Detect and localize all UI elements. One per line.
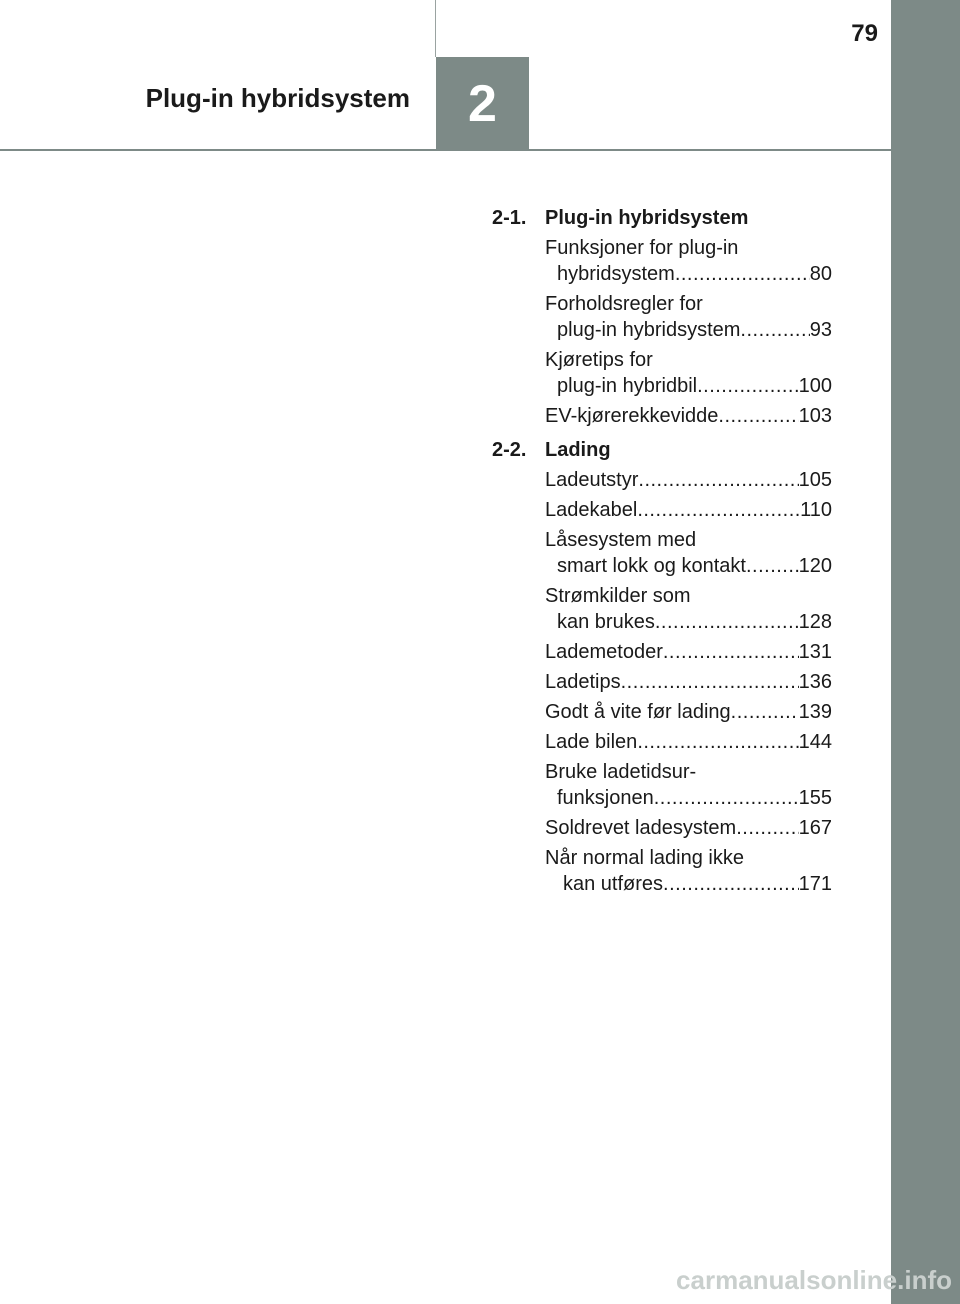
toc-entry-page: 144 [798, 731, 832, 753]
toc-entry[interactable] [545, 759, 832, 811]
toc-entry-page: 80 [809, 263, 832, 285]
toc-entry-title: Ladetips [545, 671, 621, 693]
dot-leader [663, 639, 799, 665]
toc-entry-page: 128 [798, 611, 832, 633]
toc-entry-title: Lademetoder [545, 641, 663, 663]
dot-leader [655, 609, 799, 635]
dot-leader [663, 871, 799, 897]
toc-entry-page: 139 [798, 701, 832, 723]
toc-entry[interactable] [545, 497, 832, 523]
toc-entry-title: Forholdsregler for [545, 293, 703, 315]
toc-section-number: 2-2. [492, 439, 527, 461]
toc-entry[interactable] [545, 347, 832, 399]
dot-leader [621, 669, 799, 695]
toc-section-title: Plug-in hybridsystem [545, 207, 749, 229]
toc-entry[interactable] [545, 845, 832, 897]
toc-entry-title-cont: smart lokk og kontakt [557, 555, 746, 577]
toc-entry[interactable] [545, 815, 832, 841]
toc-section-2-2 [492, 437, 832, 897]
toc-entry-title: Lade bilen [545, 731, 638, 753]
toc-entry-page: 93 [809, 319, 832, 341]
toc-entry[interactable] [545, 699, 832, 725]
toc-entry-title: Kjøretips for [545, 349, 653, 371]
toc-entry[interactable] [545, 235, 832, 287]
page-number: 79 [851, 20, 878, 47]
toc-entry[interactable] [545, 729, 832, 755]
toc-entry-title-cont: kan utføres [563, 873, 664, 895]
dot-leader [731, 699, 799, 725]
toc-entry-page: 136 [798, 671, 832, 693]
toc-section-2-1 [492, 205, 832, 429]
toc-entry-page: 110 [800, 499, 832, 521]
toc-section-number: 2-1. [492, 207, 527, 229]
dot-leader [718, 403, 798, 429]
toc-entry-title: Funksjoner for plug-in [545, 237, 739, 259]
toc-entry-title: Godt å vite før lading [545, 701, 731, 723]
toc-entry-title: Bruke ladetidsur- [545, 761, 697, 783]
chapter-side-band [891, 0, 960, 1304]
header-vertical-divider [435, 0, 436, 57]
toc-entry-title: Ladeutstyr [545, 469, 639, 491]
toc-entry-title: Ladekabel [545, 499, 638, 521]
toc-entry[interactable] [545, 583, 832, 635]
toc-entry-page: 100 [798, 375, 832, 397]
toc-entry[interactable] [545, 403, 832, 429]
toc-entry-page: 105 [798, 469, 832, 491]
toc-entry-page: 103 [798, 405, 832, 427]
chapter-number-box: 2 [436, 57, 529, 150]
toc-section-heading[interactable] [492, 205, 832, 231]
dot-leader [638, 467, 798, 493]
toc-entry[interactable] [545, 291, 832, 343]
toc-entry-title: Låsesystem med [545, 529, 697, 551]
dot-leader [637, 729, 798, 755]
toc-entry-page: 120 [798, 555, 832, 577]
toc-entry-title-cont: funksjonen [557, 787, 654, 809]
dot-leader [746, 553, 799, 579]
toc-entry-title-cont: plug-in hybridbil [557, 375, 698, 397]
dot-leader [740, 317, 809, 343]
dot-leader [697, 373, 799, 399]
toc-entry-title: Når normal lading ikke [545, 847, 744, 869]
toc-entry-title-cont: plug-in hybridsystem [557, 319, 741, 341]
toc-entry[interactable] [545, 639, 832, 665]
dot-leader [654, 785, 799, 811]
toc-entry-page: 171 [798, 873, 832, 895]
dot-leader [675, 261, 810, 287]
dot-leader [637, 497, 800, 523]
toc-entry[interactable] [545, 669, 832, 695]
dot-leader [736, 815, 798, 841]
toc-entry-title: Soldrevet ladesystem [545, 817, 737, 839]
section-title: Plug-in hybridsystem [145, 83, 410, 113]
toc-section-title: Lading [545, 439, 611, 461]
toc-entry[interactable] [545, 527, 832, 579]
toc-entry-title-cont: hybridsystem [557, 263, 675, 285]
watermark: carmanualsonline.info [676, 1265, 952, 1295]
toc-section-heading[interactable] [492, 437, 832, 463]
toc-entry-page: 131 [798, 641, 832, 663]
toc-entry-page: 167 [798, 817, 832, 839]
toc-entry[interactable] [545, 467, 832, 493]
toc-entry-title: EV-kjørerekkevidde [545, 405, 719, 427]
toc-entry-title: Strømkilder som [545, 585, 691, 607]
table-of-contents [492, 205, 832, 905]
toc-entry-page: 155 [798, 787, 832, 809]
toc-entry-title-cont: kan brukes [557, 611, 655, 633]
